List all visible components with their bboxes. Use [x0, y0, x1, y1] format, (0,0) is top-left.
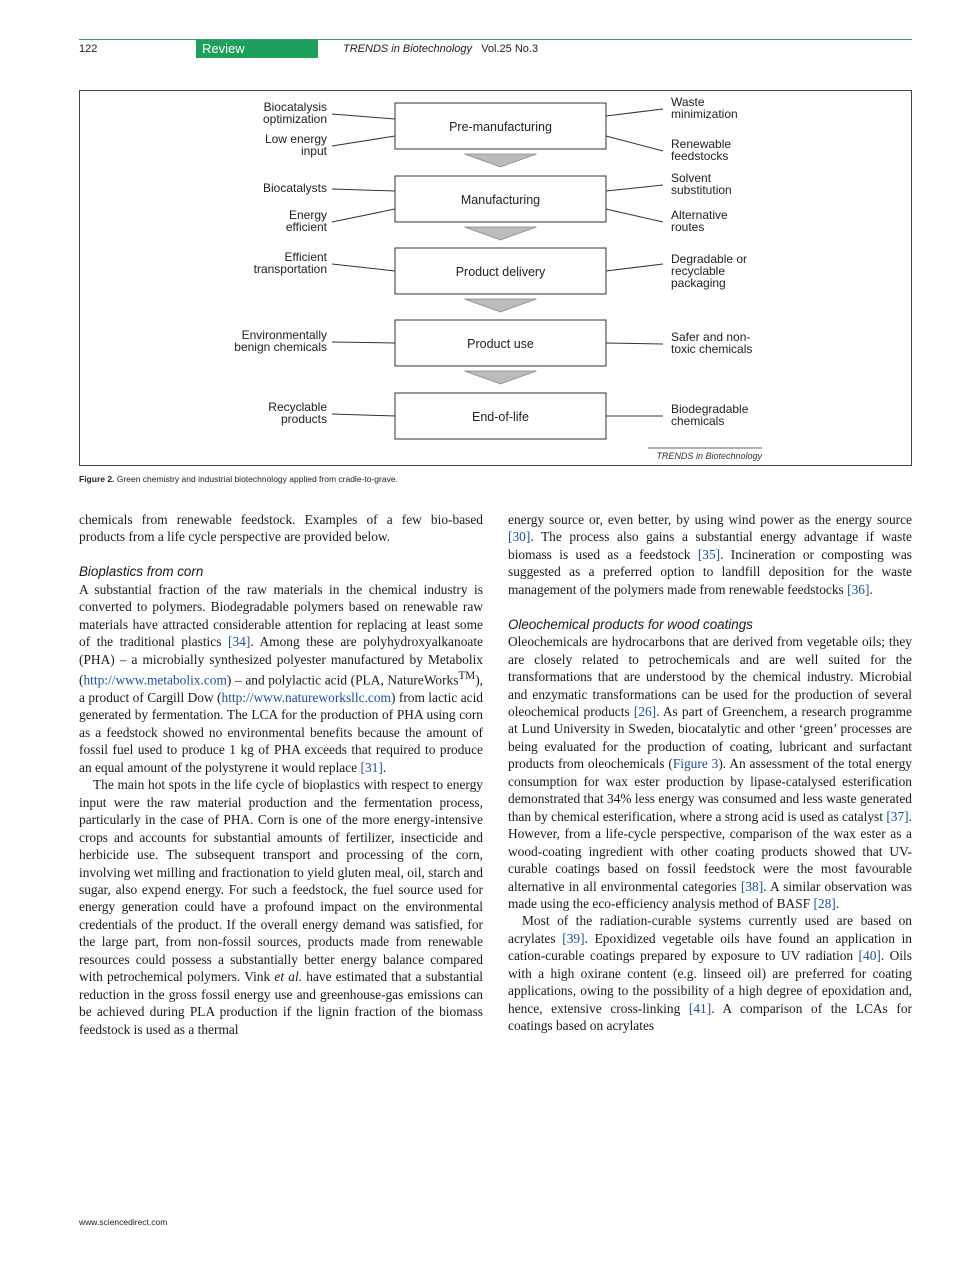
factor-label-right: substitution [671, 183, 732, 197]
citation-link[interactable]: [41] [688, 1000, 712, 1016]
flow-arrow [465, 299, 537, 312]
stage-label: Product use [467, 337, 534, 351]
citation-link[interactable]: [34] [228, 634, 251, 650]
connector-line [332, 136, 395, 146]
paragraph: chemicals from renewable feedstock. Examples of a few bio-based products from a life cycle perspective are provided below. [79, 512, 483, 545]
paragraph: The main hot spots in the life cycle of bioplastics with respect to energy input were the raw material production and the fermentation process, particularly in the case of PHA. Corn is one of the more energy-intensive crops and accounts for substantial amounts of fertilizer, insecticide and herbicide use. The subsequent transport and processing of the corn, involving wet milling and fractionation to yield gluten meal, oil, starch and sugar, also expend energy. For such a feedstock, the fuel source used for energy generation could have a profound impact on the environmental credentials of the product. If the overall energy demand was satisfied, for the large part, from non-fossil sources, products made from renewable resources could possess a substantially better energy balance compared with petrochemical polymers. Vink et al. have estimated that a substantial reduction in the gross fossil energy use and greenhouse-gas emissions can be achieved during PLA production if the lignin fraction of the biomass feedstock is used as a thermal [79, 777, 483, 1037]
factor-label-left: optimization [262, 112, 327, 126]
factor-label-left: transportation [253, 262, 327, 276]
citation-link[interactable]: [30] [508, 529, 531, 545]
factor-label-left: Biocatalysts [262, 181, 327, 195]
factor-label-right: chemicals [671, 414, 725, 428]
citation-link[interactable]: [36] [847, 581, 870, 597]
paragraph: Most of the radiation-curable systems currently used are based on acrylates [39]. Epoxidized vegetable oils have found an application in cation-curable coatings prepared by exposure to UV radiation [40]. Oils with a high oxirane content (e.g. linseed oil) are preferred for coating applications, owing to the possibility of a high degree of epoxidation and, hence, extensive cross-linking [41]. A comparison of the LCAs for coatings based on acrylates [508, 913, 913, 1034]
factor-label-right: recyclable [671, 264, 726, 278]
connector-line [606, 209, 663, 222]
connector-line [606, 136, 663, 151]
factor-label-left: Energy [288, 208, 327, 222]
factor-label-right: packaging [671, 276, 726, 290]
factor-label-left: Efficient [284, 250, 327, 264]
factor-label-right: Biodegradable [671, 402, 749, 416]
section-tag: Review [196, 40, 318, 58]
url-link-natureworks[interactable]: http://www.natureworksllc.com [221, 689, 391, 705]
stage-label: Manufacturing [460, 193, 541, 207]
factor-label-left: Biocatalysis [263, 100, 327, 114]
body-column-right [508, 511, 912, 1035]
citation-link[interactable]: [37] [886, 808, 909, 824]
footer-url: www.sciencedirect.com [79, 1217, 168, 1227]
factor-label-right: Degradable or [671, 252, 748, 266]
citation-link[interactable]: [28] [813, 895, 836, 911]
connector-line [332, 342, 395, 343]
flow-arrow [465, 154, 537, 167]
factor-label-right: routes [671, 220, 705, 234]
journal-header [343, 43, 538, 55]
connector-line [606, 264, 663, 271]
connector-line [332, 114, 395, 119]
factor-label-left: efficient [285, 220, 327, 234]
factor-label-right: toxic chemicals [671, 342, 753, 356]
connector-line [332, 264, 395, 271]
connector-line [606, 343, 663, 344]
factor-label-left: Recyclable [268, 400, 327, 414]
connector-line [332, 414, 395, 416]
body-column-left [79, 511, 483, 1038]
citation-link[interactable]: [40] [858, 948, 881, 964]
figure-credit: TRENDS in Biotechnology [656, 451, 762, 461]
citation-link[interactable]: [39] [562, 930, 585, 946]
factor-label-left: Low energy [264, 132, 327, 146]
factor-label-right: Safer and non- [671, 330, 751, 344]
stage-label: Pre-manufacturing [449, 120, 552, 134]
journal-name: TRENDS in Biotechnology [343, 43, 473, 55]
page-number: 122 [79, 43, 98, 55]
paragraph: energy source or, even better, by using wind power as the energy source [30]. The process also gains a substantial energy advantage if waste biomass is used as a feedstock [35]. Incineration or composting was suggested as a preferred option to landfill deposition for the waste management of the polymers made from renewable feedstocks [36]. [508, 512, 912, 597]
factor-label-right: minimization [671, 107, 738, 121]
url-link-metabolix[interactable]: http://www.metabolix.com [83, 672, 227, 688]
connector-line [332, 209, 395, 222]
figure-2 [79, 90, 912, 466]
paragraph: Oleochemicals are hydrocarbons that are derived from vegetable oils; they are closely related to petrochemicals and are well suited for the transformations that are understood by the chemical industry. Microbial and enzymatic transformations can be used for the production of several oleochemical products [26]. As part of Greenchem, a research programme at Lund University in Sweden, biocatalytic and other ‘green’ processes are being evaluated for the production of coating, lubricant and surfactant products from oleochemicals (Figure 3). An assessment of the total energy consumption for wax ester production by lipase-catalysed esterification demonstrated that 34% less energy was consumed and less waste generated than by chemical esterification, where a strong acid is used as catalyst [37]. However, from a life-cycle perspective, comparison of the wax ester as a wood-coating ingredient with other coating products showed that UV-curable coatings based on fossil feedstock were the most favourable alternative in all environmental categories [38]. A similar observation was made using the eco-efficiency analysis method of BASF [28]. [508, 634, 912, 911]
citation-link[interactable]: [31] [360, 759, 383, 775]
flow-arrow [465, 371, 537, 384]
citation-link[interactable]: [38] [740, 878, 764, 894]
factor-label-right: Waste [671, 95, 705, 109]
factor-label-right: Alternative [671, 208, 728, 222]
factor-label-left: Environmentally [241, 328, 327, 342]
connector-line [332, 189, 395, 191]
connector-line [606, 185, 663, 191]
figure-caption-text: Green chemistry and industrial biotechnology applied from cradle-to-grave. [116, 474, 398, 484]
factor-label-left: benign chemicals [234, 340, 327, 354]
factor-label-left: products [280, 412, 327, 426]
citation-link[interactable]: [26] [633, 703, 657, 719]
factor-label-right: feedstocks [671, 149, 729, 163]
section-heading-oleochemical: Oleochemical products for wood coatings [508, 616, 753, 632]
factor-label-left: input [300, 144, 327, 158]
connector-line [606, 109, 663, 116]
figure-caption [79, 474, 398, 484]
factor-label-right: Solvent [671, 171, 712, 185]
factor-label-right: Renewable [671, 137, 732, 151]
journal-volume: Vol.25 No.3 [481, 43, 539, 55]
lifecycle-diagram [80, 91, 911, 465]
figure-link[interactable]: Figure 3 [672, 756, 719, 772]
stage-label: End-of-life [472, 410, 529, 424]
flow-arrow [465, 227, 537, 240]
figure-caption-label: Figure 2. [79, 474, 115, 484]
paragraph: A substantial fraction of the raw materials in the chemical industry is converted to polymers. Biodegradable polymers based on renewable raw materials have attracted considerable attention for replacing at least some of the traditional plastics [34]. Among these are polyhydroxyalkanoate (PHA) – a microbially synthesized polyester manufactured by Metabolix (http://www.metabolix.com) – and polylactic acid (PLA, NatureWorks™), a product of Cargill Dow (http://www.natureworksllc.com) from lactic acid generated by fermentation. The LCA for the production of PHA using corn as a feedstock showed no environmental benefits because the amount of fossil fuel used to produce 1 kg of PHA exceeds that required to produce an equal amount of the polystyrene it would replace [31]. [79, 581, 484, 775]
section-heading-bioplastics: Bioplastics from corn [79, 564, 204, 580]
citation-link[interactable]: [35] [697, 546, 721, 562]
stage-label: Product delivery [455, 265, 546, 279]
